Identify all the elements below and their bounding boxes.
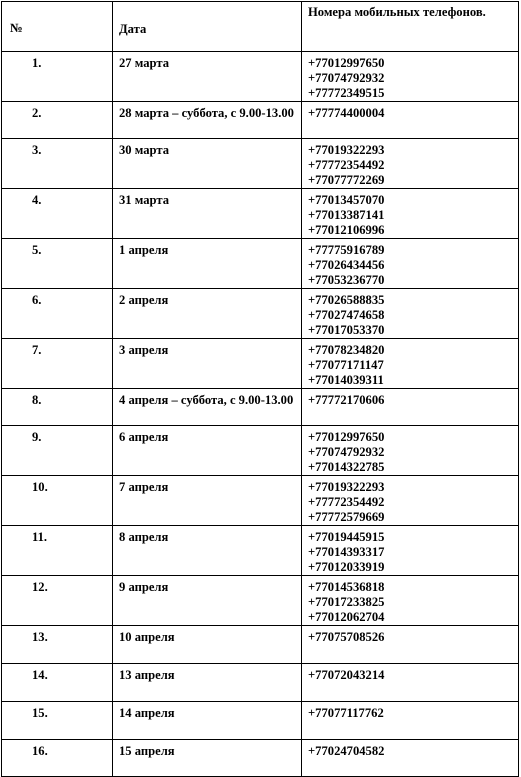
phone-number: +77013457070 bbox=[308, 193, 385, 207]
row-date: 8 апреля bbox=[113, 526, 302, 576]
phone-number: +77026588835 bbox=[308, 293, 385, 307]
table-row bbox=[2, 426, 519, 476]
row-date: 4 апреля – суббота, с 9.00-13.00 bbox=[113, 389, 302, 426]
phone-schedule-table bbox=[1, 1, 519, 777]
row-phones bbox=[302, 426, 519, 476]
table-row bbox=[2, 702, 519, 740]
row-date: 31 марта bbox=[113, 189, 302, 239]
row-phones bbox=[302, 239, 519, 289]
table-row bbox=[2, 139, 519, 189]
phone-number: +77072043214 bbox=[308, 668, 385, 682]
row-date: 3 апреля bbox=[113, 339, 302, 389]
header-phones: Номера мобильных телефонов. bbox=[302, 2, 519, 52]
row-date: 30 марта bbox=[113, 139, 302, 189]
row-date: 6 апреля bbox=[113, 426, 302, 476]
header-date: Дата bbox=[113, 2, 302, 52]
phone-number: +77772349515 bbox=[308, 86, 385, 100]
phone-number: +77012062704 bbox=[308, 610, 385, 624]
table-row bbox=[2, 664, 519, 702]
row-number: 14. bbox=[2, 664, 113, 702]
row-date: 28 марта – суббота, с 9.00-13.00 bbox=[113, 102, 302, 139]
phone-number: +77077117762 bbox=[308, 706, 384, 720]
row-number: 4. bbox=[2, 189, 113, 239]
row-date: 2 апреля bbox=[113, 289, 302, 339]
row-number: 8. bbox=[2, 389, 113, 426]
phone-number: +77772579669 bbox=[308, 510, 385, 524]
row-date: 14 апреля bbox=[113, 702, 302, 740]
table-row bbox=[2, 189, 519, 239]
phone-number: +77772170606 bbox=[308, 393, 385, 407]
phone-number: +77014322785 bbox=[308, 460, 385, 474]
phone-number: +77077171147 bbox=[308, 358, 384, 372]
phone-number: +77077772269 bbox=[308, 173, 385, 187]
row-number: 1. bbox=[2, 52, 113, 102]
phone-number: +77775916789 bbox=[308, 243, 385, 257]
phone-number: +77012997650 bbox=[308, 430, 385, 444]
phone-number: +77012997650 bbox=[308, 56, 385, 70]
row-number: 15. bbox=[2, 702, 113, 740]
row-date: 15 апреля bbox=[113, 740, 302, 777]
row-number: 11. bbox=[2, 526, 113, 576]
row-phones bbox=[302, 476, 519, 526]
row-number: 5. bbox=[2, 239, 113, 289]
row-number: 12. bbox=[2, 576, 113, 626]
phone-number: +77053236770 bbox=[308, 273, 385, 287]
phone-number: +77772354492 bbox=[308, 158, 385, 172]
table-row bbox=[2, 102, 519, 139]
row-phones bbox=[302, 702, 519, 740]
phone-number: +77017233825 bbox=[308, 595, 385, 609]
row-date: 27 марта bbox=[113, 52, 302, 102]
table-row bbox=[2, 289, 519, 339]
row-number: 6. bbox=[2, 289, 113, 339]
row-phones bbox=[302, 102, 519, 139]
phone-number: +77027474658 bbox=[308, 308, 385, 322]
row-date: 9 апреля bbox=[113, 576, 302, 626]
table-row bbox=[2, 339, 519, 389]
row-number: 3. bbox=[2, 139, 113, 189]
row-phones bbox=[302, 189, 519, 239]
row-number: 13. bbox=[2, 626, 113, 664]
row-date: 1 апреля bbox=[113, 239, 302, 289]
table-row bbox=[2, 239, 519, 289]
table-row bbox=[2, 526, 519, 576]
phone-number: +77074792932 bbox=[308, 71, 385, 85]
phone-number: +77012033919 bbox=[308, 560, 385, 574]
phone-number: +77014393317 bbox=[308, 545, 385, 559]
table-row bbox=[2, 389, 519, 426]
row-number: 7. bbox=[2, 339, 113, 389]
row-phones bbox=[302, 139, 519, 189]
row-date: 10 апреля bbox=[113, 626, 302, 664]
row-phones bbox=[302, 52, 519, 102]
row-phones bbox=[302, 626, 519, 664]
table-body bbox=[2, 2, 519, 777]
phone-number: +77012106996 bbox=[308, 223, 385, 237]
row-number: 16. bbox=[2, 740, 113, 777]
header-number: № bbox=[2, 2, 113, 52]
phone-number: +77772354492 bbox=[308, 495, 385, 509]
table-header-row bbox=[2, 2, 519, 52]
phone-number: +77074792932 bbox=[308, 445, 385, 459]
table-row bbox=[2, 52, 519, 102]
row-number: 9. bbox=[2, 426, 113, 476]
row-phones bbox=[302, 526, 519, 576]
phone-number: +77075708526 bbox=[308, 630, 385, 644]
table-row bbox=[2, 626, 519, 664]
row-phones bbox=[302, 339, 519, 389]
row-phones bbox=[302, 576, 519, 626]
row-phones bbox=[302, 389, 519, 426]
row-phones bbox=[302, 289, 519, 339]
phone-number: +77014039311 bbox=[308, 373, 384, 387]
phone-number: +77078234820 bbox=[308, 343, 385, 357]
phone-number: +77774400004 bbox=[308, 106, 385, 120]
row-number: 2. bbox=[2, 102, 113, 139]
phone-number: +77019322293 bbox=[308, 143, 385, 157]
row-date: 7 апреля bbox=[113, 476, 302, 526]
table-row bbox=[2, 476, 519, 526]
table-row bbox=[2, 740, 519, 777]
phone-number: +77013387141 bbox=[308, 208, 385, 222]
phone-number: +77019445915 bbox=[308, 530, 385, 544]
row-phones bbox=[302, 740, 519, 777]
row-date: 13 апреля bbox=[113, 664, 302, 702]
table-row bbox=[2, 576, 519, 626]
row-phones bbox=[302, 664, 519, 702]
phone-number: +77014536818 bbox=[308, 580, 385, 594]
phone-number: +77024704582 bbox=[308, 744, 385, 758]
phone-number: +77017053370 bbox=[308, 323, 385, 337]
phone-number: +77026434456 bbox=[308, 258, 385, 272]
phone-number: +77019322293 bbox=[308, 480, 385, 494]
row-number: 10. bbox=[2, 476, 113, 526]
